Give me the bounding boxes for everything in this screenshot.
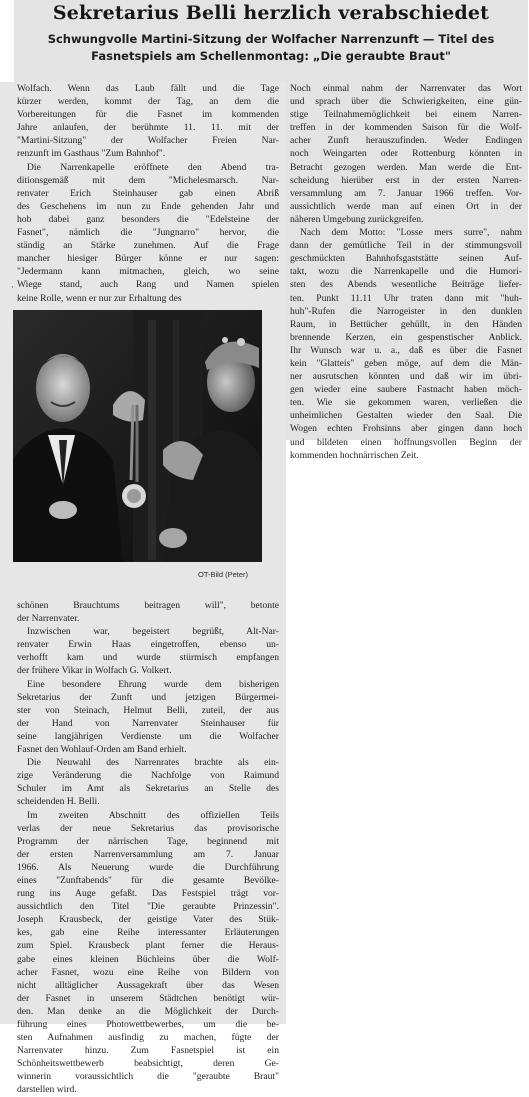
text-line: Joseph Krausbeck, der geistige Vater des Stük-	[17, 914, 279, 926]
text-line: Schönheitswettbewerb beabsichtigt, deren Ge-	[17, 1058, 279, 1070]
text-line: huh"-Rufen die Narrogeister in den dunklen	[290, 305, 522, 317]
text-line: keine Rolle, wenn er nur zur Erhaltung des	[17, 292, 182, 304]
text-line: der ersten Narrenversammlung am 7. Januar	[17, 848, 279, 860]
text-line: sten des Abends wesentliche Beiträge liefer-	[290, 279, 522, 291]
text-line: Ihr Wunsch war u. a., daß es über die Fasnet	[290, 344, 522, 356]
text-line: des Geschehens im nun zu Ende gehenden Jahr und	[17, 200, 279, 212]
text-line: ten. Punkt 11.11 Uhr traten dann mit "huh-	[290, 292, 522, 304]
text-line: scheidung hierüber erst in der ersten Narren-	[290, 174, 522, 186]
print-speck: ·	[11, 283, 14, 293]
text-line: näheren Umgebung zurückgreifen.	[290, 213, 424, 225]
text-line: acher Fasnet, wozu eine Reihe von Bildern von	[17, 966, 279, 978]
text-line: Eine besondere Ehrung wurde dem bisherigen	[27, 678, 279, 690]
text-line: führung eines Photowettbewerbes, um die be-	[17, 1019, 279, 1030]
text-line: hob dabei ganz besonders die "Edelsteine der	[17, 213, 279, 225]
text-line: "Martini-Sitzung" der Wolfacher Freien Nar-	[17, 135, 279, 147]
text-line: der Hand von Narrenvater Steinhauser für	[17, 717, 279, 729]
text-line: zum Spiel. Krausbeck plant ferner die Heraus-	[17, 940, 279, 952]
text-line: und bildeten einen hoffnungsvollen Beginn der	[290, 436, 522, 448]
text-line: kein "Glatteis" geben möge, auf dem die Män-	[290, 357, 522, 369]
text-line: der frühere Vikar in Wolfach G. Volkert.	[17, 665, 172, 677]
text-line: nicht alltäglicher Aussagekraft über das Wesen	[17, 979, 279, 991]
text-line: darstellen wird.	[17, 1084, 77, 1096]
text-line: scheidenden H. Belli.	[17, 796, 100, 808]
article-subheadline-line-2: Fasnetspiels am Schellenmontag: „Die geraubte Braut"	[91, 49, 451, 63]
text-line: Inzwischen war, begeistert begrüßt, Alt-Nar-	[27, 626, 279, 638]
text-line: 1966. Als Neuerung wurde die Durchführung	[17, 861, 279, 873]
text-line: verhofft kam und wurde stürmisch empfangen	[17, 652, 279, 664]
text-line: aussichtlich den Titel "Die geraubte Prinzessin".	[17, 901, 279, 913]
article-headline: Sekretarius Belli herzlich verabschiedet	[52, 2, 490, 24]
text-line: ditionsgemäß mit dem "Michelesmarsch. Nar-	[17, 174, 279, 186]
text-line: der Narrenvater.	[17, 613, 80, 625]
text-line: Sekretarius der Zunft und jetzigen Bürgermei-	[17, 691, 279, 703]
text-line: stige Teilnahmemöglichkeit bei einem Narren-	[290, 109, 522, 121]
text-line: rung ins Auge gefaßt. Das Festspiel trägt vor-	[17, 888, 279, 900]
text-line: noch Weingarten oder Rottenburg könnten in	[290, 148, 522, 160]
text-line: treffen in der kommenden Saison für die Wolf-	[290, 122, 522, 134]
text-line: Betracht gezogen werden. Man werde die Ent-	[290, 161, 522, 173]
text-line: winnerin voraussichtlich die "geraubte Braut"	[17, 1071, 279, 1083]
text-line: renvater Erwin Haas eingetroffen, ebenso un-	[17, 639, 279, 651]
text-line: Die Narrenkapelle eröffnete den Abend tra-	[27, 161, 279, 173]
text-line: mancher hiesiger Bürger könne er nur sagen:	[17, 253, 279, 265]
text-line: Raum, in Bettücher gehüllt, in den Händen	[290, 318, 522, 330]
text-line: ten. Wie sie gekommen waren, verließen die	[290, 397, 522, 409]
text-line: Wogen echten Frohsinns aber gingen dann hoch	[290, 423, 522, 435]
text-line: takt, wozu die Narrenkapelle und die Humori-	[290, 266, 522, 278]
column-left-top	[17, 82, 279, 305]
text-line: acher Zunft herauszufinden. Weder Endingen	[290, 135, 522, 147]
text-line: seine langjährigen Verdienste um die Wolfacher	[17, 730, 279, 742]
text-line: renvater Erich Steinhauser gab einen Abriß	[17, 187, 279, 199]
article-subheadline-line-1: Schwungvolle Martini-Sitzung der Wolfacher Narrenzunft — Titel des	[47, 32, 495, 46]
text-line: Im zweiten Abschnitt des offiziellen Teils	[27, 809, 279, 821]
text-line: renzunft im Gasthaus "Zum Bahnhof".	[17, 148, 166, 160]
text-line: Programm der närrischen Tage, beginnend mit	[17, 835, 279, 847]
text-line: kommenden hochnärrischen Zeit.	[290, 449, 419, 461]
text-line: den. Man denke an die Möglichkeit der Durch-	[17, 1005, 279, 1017]
text-line: eines "Zunftabends" für die gesamte Bevölke-	[17, 874, 279, 886]
text-line: Wolfach. Wenn das Laub fällt und die Tage	[17, 83, 279, 94]
text-line: Vorbereitungen für die Fasnet im kommenden	[17, 109, 279, 121]
text-line: Nach dem Motto: "Losse mers surre", nahm	[300, 227, 522, 239]
text-line: gabe eines kleinen Büchleins über die Wolf-	[17, 953, 279, 965]
text-line: "Jedermann kann mitmachen, gleich, wo seine	[17, 266, 279, 278]
text-line: kes, gab eine Reihe interessanter Erläuterungen	[17, 927, 279, 939]
text-line: Schuler im Amt als Sekretarius an Stelle des	[17, 783, 279, 795]
text-line: unheimlichen Gestalten wieder den Saal. Die	[290, 410, 522, 422]
text-line: sten Aufnahmen ausfindig zu machen, fügte der	[17, 1032, 279, 1044]
text-line: verlas der neue Sekretarius das provisorische	[17, 822, 279, 834]
text-line: Fasnet den Wohlauf-Orden am Band erhielt.	[17, 744, 187, 756]
text-line: Jahre anlaufen, der berühmte 11. 11. mit der	[17, 122, 279, 134]
text-line: Narrenvater hinzu. Zum Fasnetspiel ist ein	[17, 1045, 279, 1057]
text-line: gen wieder eine saubere Fastnacht haben möch-	[290, 384, 522, 396]
text-line: ster von Steinach, Helmut Belli, zuteil, der aus	[17, 704, 279, 716]
text-line: Wiege stand, auch Rang und Namen spielen	[17, 279, 279, 291]
text-line: dann der gemütliche Teil in der stimmungsvoll	[290, 240, 522, 252]
text-line: kürzer werden, kommt der Tag, an dem die	[17, 96, 279, 108]
text-line: Die Neuwahl des Narrenrates brachte als ein-	[27, 757, 279, 769]
text-line: schönen Brauchtums beitragen will", betonte	[17, 600, 279, 611]
text-line: ner ausrutschen könnten und daß wir im übri-	[290, 371, 522, 383]
article-photo	[13, 310, 262, 562]
text-line: brennende Kerzen, ein gespenstischer Anblick.	[290, 331, 522, 343]
photo-credit: OT-Bild (Peter)	[198, 570, 249, 579]
text-line: versammlung am 7. Januar 1966 treffen. Vor-	[290, 187, 522, 199]
text-line: Noch einmal nahm der Narrenvater das Wort	[290, 83, 522, 94]
text-line: und sprach über die Schwierigkeiten, eine gün-	[290, 96, 522, 108]
column-right	[290, 82, 522, 462]
text-line: zige Veränderung die Nachfolge von Raimund	[17, 770, 279, 782]
text-line: aussichtlich werde man auf einen Ort in der	[290, 200, 522, 212]
text-line: Fasnet", nämlich die "Jungnarro" hervor, die	[17, 227, 279, 239]
text-line: geschmückten Bahnhofsgaststätte seinen Auf-	[290, 253, 522, 265]
photo-illustration	[13, 310, 262, 562]
text-line: der Fasnet in unserem Städtchen benötigt wür-	[17, 992, 279, 1004]
column-left-bottom	[17, 599, 279, 1097]
text-line: ständig an Stärke zunehmen. Auf die Frage	[17, 240, 279, 252]
